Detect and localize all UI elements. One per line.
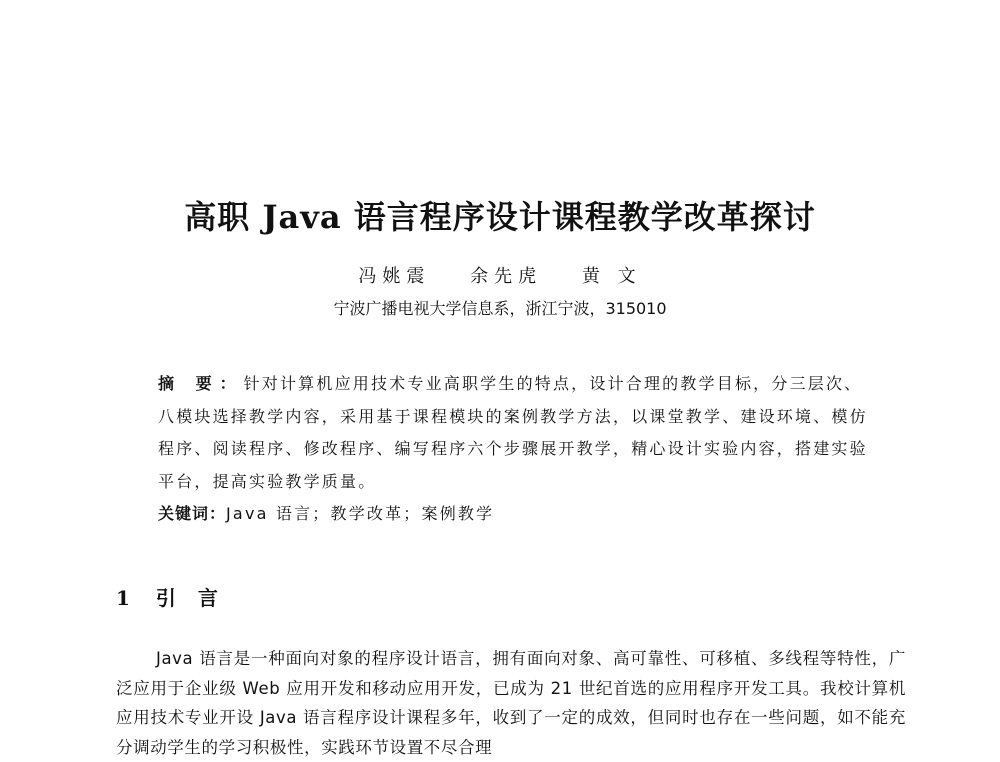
keywords-text: Java 语言；教学改革；案例教学 (226, 504, 495, 523)
section-title: 引言 (155, 586, 240, 610)
author-list (0, 262, 1000, 288)
author-name: 黄 文 (581, 266, 642, 287)
author-affiliation: 宁波广播电视大学信息系，浙江宁波，315010 (333, 299, 667, 318)
keywords-label: 关键词： (158, 504, 227, 523)
section-heading (116, 582, 240, 611)
author-name: 冯姚震 (358, 266, 431, 287)
section-number: 1 (116, 586, 130, 610)
keywords-row (158, 498, 868, 531)
abstract-label: 摘 要： (158, 374, 244, 393)
author-name: 余先虎 (470, 266, 543, 287)
abstract-paragraph (158, 368, 868, 498)
body-text (116, 644, 906, 762)
abstract-text: 针对计算机应用技术专业高职学生的特点，设计合理的教学目标，分三层次、八模块选择教学内容，采用基于课程模块的案例教学方法，以课堂教学、建设环境、模仿程序、阅读程序、修改程序、编写程序六个步骤展开教学，精心设计实验内容，搭建实验平台，提高实验教学质量。 (158, 374, 868, 491)
paper-title: 高职 Java 语言程序设计课程教学改革探讨 (184, 198, 816, 236)
body-paragraph: Java 语言是一种面向对象的程序设计语言，拥有面向对象、高可靠性、可移植、多线程等特性，广泛应用于企业级 Web 应用开发和移动应用开发，已成为 21 世纪首选的应用程序开发工具。我校计算机应用技术专业开设 Java 语言程序设计课程多年，收到了一定的成效，但同时也存在一些问题，如不能充分调动学生的学习积极性，实践环节设置不尽合理 (116, 649, 906, 757)
abstract-block (158, 368, 868, 531)
